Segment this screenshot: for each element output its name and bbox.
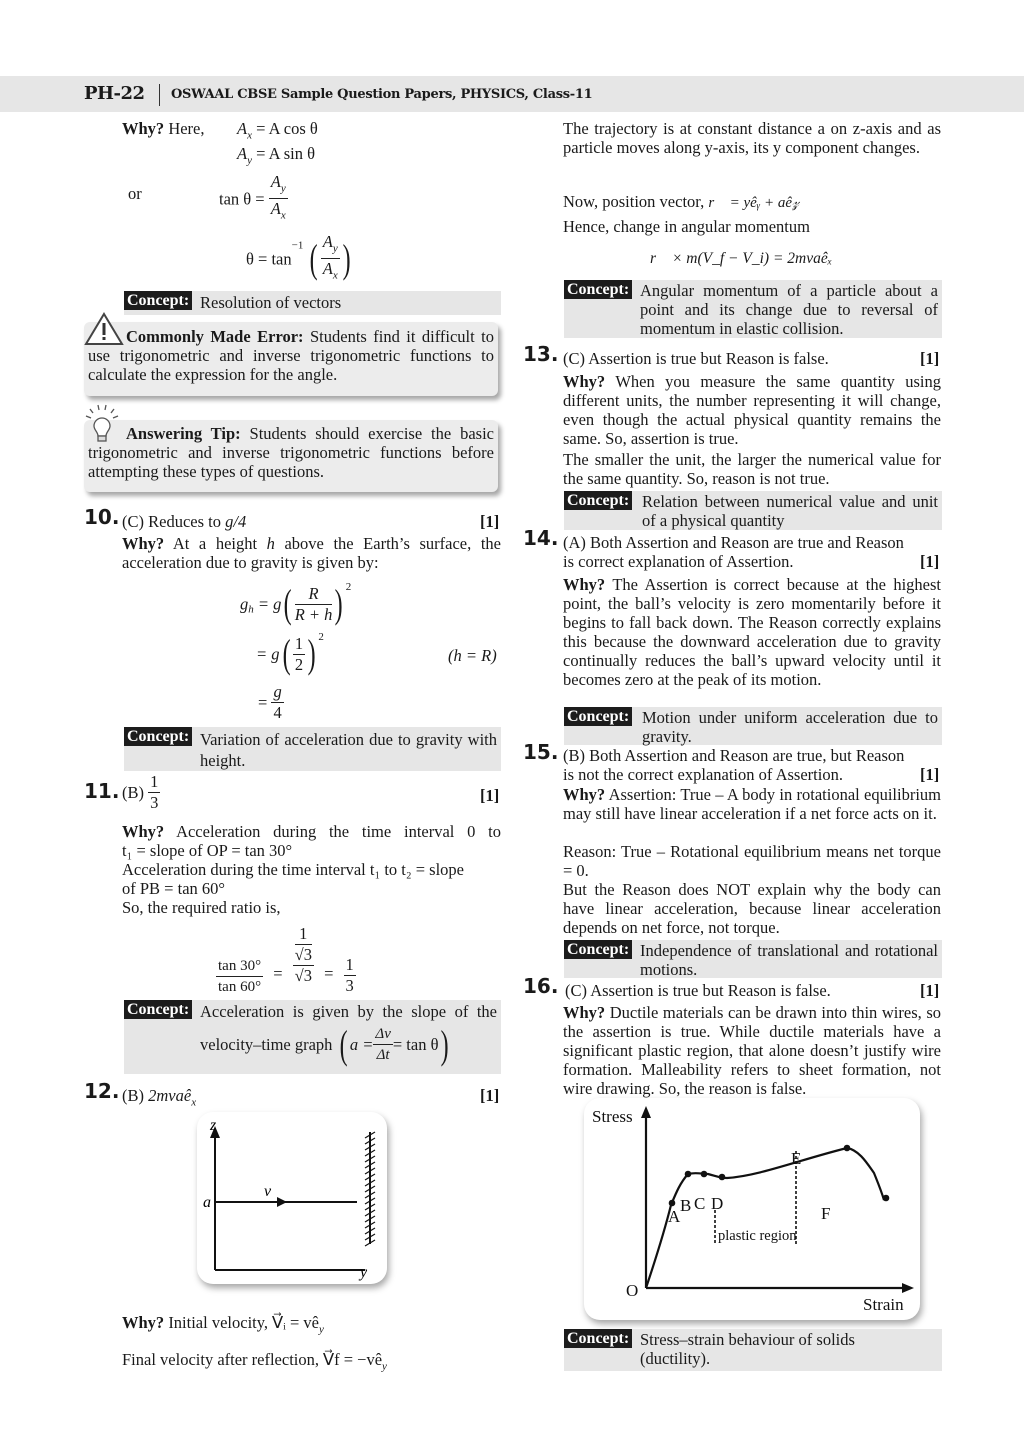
concept-text: Relation between numerical value and unit of a physical quantity [642,492,938,530]
error-text: Students find it difficult to use trigonometric and inverse trigonometric functions to calculate the expression for the angle. [88,327,494,384]
concept-tag: Concept: [564,1329,632,1348]
final-velocity-line: Final velocity after reflection, V⃗f = $-vê_y$ [122,1350,387,1373]
concept-text: Variation of acceleration due to gravity with height. [200,730,497,770]
ratio-equation: $\frac{\tan 30^\circ}{\tan 60^\circ}$ = 1 √3 √3 = $\frac{1}{3}$ [218,924,354,995]
question-number: 12. [84,1079,120,1103]
eq-ax: $A_x = A$ cos θ [237,119,318,142]
q15-answer-2: is not the correct explanation of Assertion. [563,765,843,784]
angular-momentum-equation: r⃗ × m(V_f − V_i) = 2mvaêₓ [650,250,833,267]
stress-strain-curve [646,1148,884,1288]
q13-para2: The smaller the unit, the larger the numerical value for the same quantity. So, reason is not true. [563,450,941,488]
origin-label: O [626,1281,639,1300]
question-number: 16. [523,974,559,998]
q10-why: Why? At a height h above the Earth’s surface, the acceleration due to gravity is given by: [122,534,501,572]
question-number: 10. [84,505,120,529]
point-b [685,1171,692,1178]
initial-velocity-line: Why? Initial velocity, V⃗ᵢ = $vê_y$ [122,1313,324,1336]
q15-why: Why? Assertion: True – A body in rotational equilibrium may still have linear acceleration if a net force acts on it. [563,785,941,823]
why-label: Why? [122,119,165,138]
stress-label: Stress [592,1107,633,1126]
trajectory-paragraph: The trajectory is at constant distance a on z-axis and as particle moves along y-axis, its y component changes. [563,119,941,157]
eq-note: (h = R) [448,646,497,665]
question-number: 13. [523,342,559,366]
concept-tag: Concept: [564,280,632,299]
marks: [1] [920,349,940,368]
point-d [719,1174,726,1181]
concept-text: Motion under uniform acceleration due to gravity. [642,708,938,746]
concept-formula: velocity–time graph ( a = $\frac{\Delta v}{\Delta t}$ = tan θ) [200,1021,450,1067]
fraction: $\frac{A_y}{A_x}$ [322,232,338,282]
fraction: $\frac{A_y}{A_x}$ [270,172,286,222]
point-e [844,1145,851,1152]
marks: [1] [480,512,500,531]
q11-answer: (B) $\frac{1}{3}$ [122,772,159,812]
strain-label: Strain [863,1295,904,1314]
here-label: Here, [168,119,205,138]
stress-strain-graph [584,1098,920,1320]
concept-box [564,940,942,978]
point-a [669,1200,676,1207]
concept-text: Independence of translational and rotational motions. [640,941,938,979]
book-title: OSWAAL CBSE Sample Question Papers, PHYSICS, Class-11 [171,87,593,102]
label-d: D [711,1194,724,1213]
concept-tag: Concept: [124,1000,192,1019]
concept-tag: Concept: [124,291,192,310]
q15-para2: Reason: True – Rotational equilibrium means net torque = 0. [563,842,941,880]
q16-answer: (C) Assertion is true but Reason is false. [565,981,831,1000]
q10-answer: (C) Reduces to g/4 [122,512,247,531]
stress-strain-svg [584,1098,920,1320]
label-a: A [668,1207,681,1226]
eq-g-half: = g( $\frac{1}{2}$ ) $^2$ [256,631,324,677]
marks: [1] [480,1086,500,1105]
marks: [1] [920,981,940,1000]
page-number: PH-22 [84,83,145,104]
label-f: F [821,1204,831,1223]
concept-tag: Concept: [564,707,632,726]
marks: [1] [480,786,500,805]
eq-ay: $A_y = A$ sin θ [237,144,316,167]
point-f [883,1195,890,1202]
concept-text: Acceleration is given by the slope of the [200,1002,497,1021]
point-c [701,1171,708,1178]
label-b: B [680,1196,692,1215]
q14-why: Why? The Assertion is correct because at the highest point, the ball’s velocity is zero momentarily before it begins to fall back down. The Reason correctly explains this because the downward acceleration due to gravity continually reduces the ball’s upward velocity until it becomes zero at the peak of its motion. [563,575,941,689]
label-c: C [694,1194,706,1213]
y-label: y [360,1264,368,1281]
question-number: 11. [84,779,120,803]
q13-answer: (C) Assertion is true but Reason is false. [563,349,829,368]
error-title: Commonly Made Error: [126,327,304,346]
a-label: a [203,1194,211,1211]
concept-text: Resolution of vectors [200,293,342,312]
q14-answer-1: (A) Both Assertion and Reason are true and Reason [563,533,904,552]
hence-line: Hence, change in angular momentum [563,217,810,236]
eq-g-quarter: = $\frac{g}{4}$ [258,682,282,722]
marks: [1] [920,552,940,571]
q13-why: Why? When you measure the same quantity using different units, the number representing it will change, even though the actual physical quantity remains the same. So, assertion is true. [563,372,942,448]
q15-para3: But the Reason does NOT explain why the body can have linear acceleration, because linear acceleration depends on net force, not torque. [563,880,941,937]
q15-answer-1: (B) Both Assertion and Reason are true, but Reason [563,746,905,765]
label-e: E [791,1149,802,1168]
stress-axis-arrowhead [641,1106,651,1118]
strain-axis-arrowhead [902,1283,914,1293]
q11-why: Why? Acceleration during the time interval 0 to t₁ = slope of OP = tan 30° Acceleration during the time interval t₁ to t₂ = slope of PB = tan 60° So, the required ratio is, [122,822,502,917]
concept-text: Angular momentum of a particle about a point and its change due to reversal of momentum in elastic collision. [640,281,938,338]
concept-box [564,1329,942,1371]
eq-gh: $g_h = g$( $\frac{R}{R + h}$ ) $^2$ [240,581,352,627]
or-label: or [128,184,142,203]
eq-theta: $\theta = \tan^{-1}$ ( $\frac{A_y}{A_x}$ ) [246,232,353,286]
q12-answer: (B) 2mvaê$_x$ [122,1086,197,1109]
v-label: v [264,1183,272,1200]
tip-title: Answering Tip: [126,424,241,443]
question-number: 14. [523,526,559,550]
concept-box [564,491,942,530]
z-label: z [210,1117,217,1134]
concept-tag: Concept: [124,727,192,746]
concept-tag: Concept: [564,491,632,510]
eq-tan: tan θ = $\frac{A_y}{A_x}$ [219,172,288,226]
concept-box [564,280,942,338]
concept-box [564,707,942,745]
concept-tag: Concept: [564,940,632,959]
marks: [1] [920,765,940,784]
q16-why: Why? Ductile materials can be drawn into thin wires, so the assertion is true. While ductile materials have a significant plastic region, that alone doesn’t justify wire formation. Malleability refers to sheet formation, not wire drawing. So, the reason is false. [563,1003,941,1098]
q14-answer-2: is correct explanation of Assertion. [563,552,794,571]
tip-text: Students should exercise the basic trigonometric and inverse trigonometric functions before attempting these types of questions. [88,424,495,481]
question-number: 15. [523,740,559,764]
concept-text: Stress–strain behaviour of solids (ductility). [640,1330,855,1368]
position-vector-line: Now, position vector, r⃗ = yêᵧ + aê𝓏 [563,192,800,211]
plastic-region-label: plastic region [718,1228,797,1244]
